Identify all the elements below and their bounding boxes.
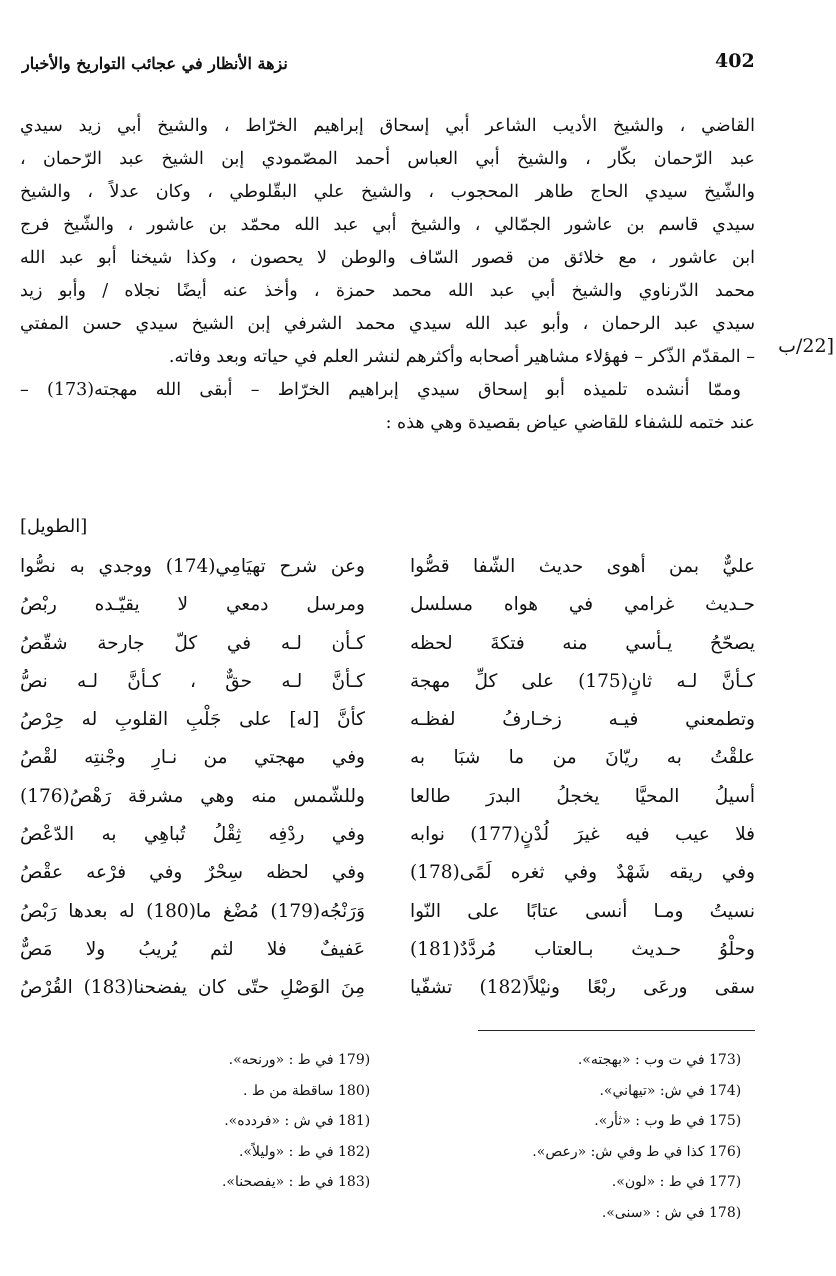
footnote [451, 1076, 751, 1107]
hemistich: وتطمعني فيـه زخـارفُ لفظـه [410, 709, 755, 731]
running-title: نزهة الأنظار في عجائب التواريخ والأخبار [22, 54, 288, 73]
prose-line: سيدي عبد الرحمان ، وأبو عبد الله سيدي محمد الشرفي إبن الشيخ سيدي حسن المفتي [20, 314, 755, 334]
prose-line: ابن عاشور ، مع خلائق من قصور السّاف والوطن لا يحصون ، وكذا شيخنا أبو عبد الله [20, 248, 755, 268]
footnote-number: 176) [709, 1143, 742, 1160]
hemistich: وفي لحظه سِحْرٌ وفي فرْعه عقْصُ [20, 862, 365, 884]
footnote-number: 178) [709, 1204, 742, 1221]
footnotes-column-right [451, 1045, 751, 1228]
hemistich: وَرَنْجُه(179) مُضْغ ما(180) له بعدها رَبْصُ [20, 900, 365, 922]
hemistich: كـأنَّ لـه حقٌّ ، كـأنَّ لـه نصُّ [20, 670, 365, 692]
hemistich: وعن شرح تهيَامِي(174) ووجدي به نصُّوا [20, 556, 365, 577]
footnotes-column-left [20, 1045, 380, 1198]
footnote-text: في ط : «وليلاً». [238, 1143, 334, 1160]
poem [20, 548, 755, 1018]
footnote [20, 1076, 380, 1107]
footnote [451, 1106, 751, 1137]
footnote [20, 1106, 380, 1137]
footnote-text: كذا في ط وفي ش: «رعص». [532, 1143, 705, 1160]
footnote-text: في ط : «لون». [611, 1174, 705, 1190]
footnote-text: في ط وب : «ثأر». [594, 1113, 705, 1129]
prose-line: عبد الرّحمان بكّار ، والشيخ أبي العباس أحمد المصّمودي إبن الشيخ عبد الرّحمان ، [20, 149, 755, 169]
footnote [20, 1045, 380, 1076]
footnote [451, 1137, 751, 1168]
hemistich: حـديث غرامي في هواه مسلسل [410, 594, 755, 616]
footnote-number: 182) [338, 1143, 371, 1160]
footnote [451, 1045, 751, 1076]
footnote-text: في ط : «ورنحه». [228, 1052, 334, 1068]
hemistich: عليٌّ بمن أهوى حديث الشّفا قصُّوا [410, 556, 755, 577]
footnote-text: في ش : «سنى». [601, 1204, 705, 1221]
page-number: 402 [715, 50, 755, 72]
poem-first-hemistichs [410, 548, 755, 1008]
prose-line: – المقدّم الذّكر – فهؤلاء مشاهير أصحابه وأكثرهم لنشر العلم في حياته وبعد وفاته. [168, 347, 755, 367]
footnote-number: 175) [709, 1113, 742, 1129]
hemistich: مِنَ الوَصْلِ حتّى كان يفضحنا(183) القُرْصُ [20, 977, 365, 999]
footnote-text: ساقطة من ط . [242, 1082, 334, 1099]
margin-folio-note: [22/ب [778, 335, 834, 357]
footnote-text: في ش: «تيهاني». [599, 1082, 705, 1099]
hemistich: يصحّحُ يـأسي منه فتكةَ لحظه [410, 632, 755, 654]
footnote-separator [478, 1030, 755, 1031]
hemistich: وفي ريقه شَهْدٌ وفي ثغره لَمًى(178) [410, 862, 755, 884]
footnote-number: 183) [338, 1174, 371, 1190]
hemistich: كأنَّ [له] على جَلْبِ القلوبِ له حِرْصُ [20, 709, 365, 731]
prose-paragraph [20, 110, 755, 440]
hemistich: وفي ردْفِه ثِقْلُ تُباهِي به الدّعْصُ [20, 824, 365, 846]
footnote [20, 1167, 380, 1198]
prose-line: سيدي قاسم بن عاشور الجمّالي ، والشيخ أبي عبد الله محمّد بن عاشور ، والشّيخ فرج [20, 215, 755, 235]
footnote-text: في ش : «فردده». [224, 1113, 334, 1129]
footnote [451, 1167, 751, 1198]
hemistich: فلا عيب فيه غيرَ لُدْنٍ(177) نوابه [410, 824, 755, 846]
hemistich: علقْتُ به ريّانَ من ما شبَا به [410, 747, 755, 769]
prose-line: وممّا أنشده تلميذه أبو إسحاق سيدي إبراهيم الخرّاط – أبقى الله مهجته(173) – [20, 380, 741, 400]
hemistich: وحلْوُ حـديث بـالعتاب مُردَّدٌ(181) [410, 938, 755, 960]
footnote [451, 1198, 751, 1229]
hemistich: سقى ورعَى ربْعًا ونيْلاً(182) تشفّيا [410, 977, 755, 999]
footnote-text: في ت وب : «بهجته». [577, 1052, 705, 1068]
prose-line: والشّيخ سيدي الحاج طاهر المحجوب ، والشيخ علي البقّلوطي ، وكان عدلاً ، والشيخ [20, 182, 755, 202]
prose-line: القاضي ، والشيخ الأديب الشاعر أبي إسحاق إبراهيم الخرّاط ، والشيخ أبي زيد سيدي [20, 116, 755, 136]
hemistich: كـأنَّ لـه ثانٍ(175) على كلِّ مهجة [410, 670, 755, 692]
footnote-number: 179) [338, 1052, 371, 1068]
hemistich: عَفيفٌ فلا لثم يُريبُ ولا مَصٌّ [20, 938, 365, 960]
hemistich: ومرسل دمعي لا يقيّـده ربْصُ [20, 594, 365, 616]
hemistich: كـأن لـه في كلّ جارحة شقّصُ [20, 632, 365, 654]
hemistich: وللشّمس منه وهي مشرقة رَهْصُ(176) [20, 785, 365, 807]
prose-line: محمد الدّرناوي والشيخ أبي عبد الله محمد حمزة ، وأخذ عنه أيضًا نجلاه / وأبو زيد [20, 281, 755, 301]
hemistich: نسيتُ ومـا أنسى عتابًا على النّوا [410, 900, 755, 922]
footnote-number: 181) [338, 1113, 371, 1129]
poem-second-hemistichs [20, 548, 365, 1008]
footnote [20, 1137, 380, 1168]
poem-meter-label: [الطويل] [20, 516, 88, 537]
footnote-number: 180) [338, 1082, 371, 1099]
hemistich: أسيلُ المحيَّا يخجلُ البدرَ طالعا [410, 785, 755, 807]
footnote-number: 174) [709, 1082, 742, 1099]
prose-line: عند ختمه للشفاء للقاضي عياض بقصيدة وهي هذه : [385, 413, 755, 433]
hemistich: وفي مهجتي من نـارِ وجْنتِه لقْصُ [20, 747, 365, 769]
footnote-number: 177) [709, 1174, 742, 1190]
footnote-text: في ط : «يفصحنا». [221, 1174, 334, 1190]
footnote-number: 173) [709, 1052, 742, 1068]
